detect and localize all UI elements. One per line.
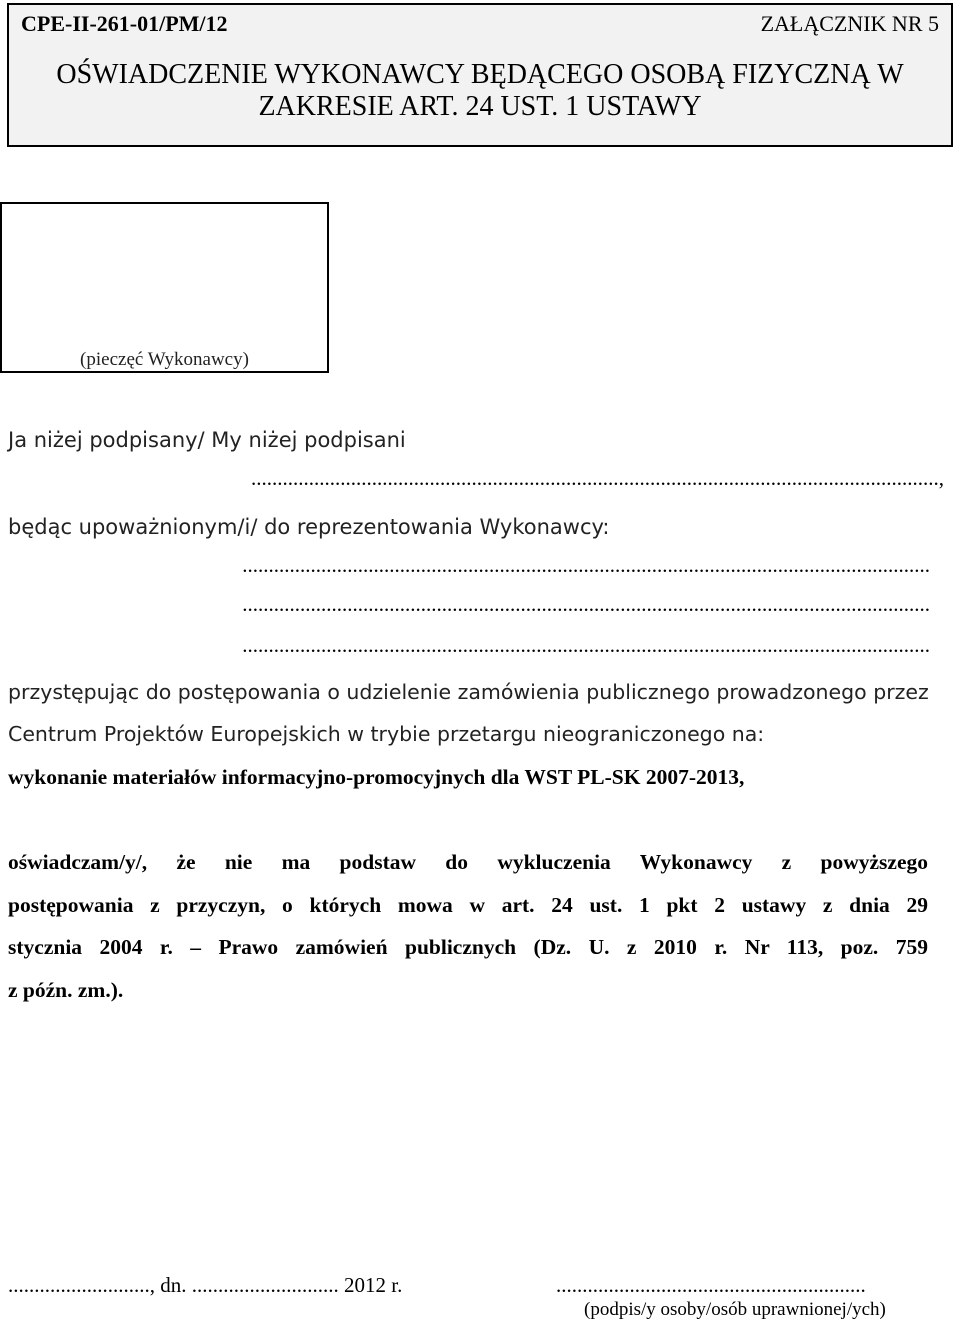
place-date-field: ..........................., dn. ............................ 2012 r. — [8, 1273, 403, 1297]
title-line-1: OŚWIADCZENIE WYKONAWCY BĘDĄCEGO OSOBĄ FIZYCZNĄ W — [56, 59, 904, 90]
document-title — [9, 59, 951, 123]
document-code: CPE-II-261-01/PM/12 — [21, 11, 228, 36]
header-box — [7, 3, 953, 147]
signature-label: (podpis/y osoby/osób uprawnionej/ych) — [584, 1299, 886, 1320]
signatory-name-field: ..................................................................................................................................., — [251, 466, 944, 490]
attachment-number: ZAŁĄCZNIK NR 5 — [760, 11, 939, 36]
declaration-line-1: oświadczam/y/, że nie ma podstaw do wykluczenia Wykonawcy z powyższego — [8, 850, 928, 874]
contractor-field-2: ................................................................................................................................... — [242, 592, 930, 616]
company-stamp-box — [0, 202, 329, 373]
contractor-field-3: ................................................................................................................................... — [242, 633, 930, 657]
authorization-line: będąc upoważnionym/i/ do reprezentowania Wykonawcy: — [8, 515, 610, 539]
signatory-line: Ja niżej podpisany/ My niżej podpisani — [8, 428, 406, 452]
procedure-line-1: przystępując do postępowania o udzielenie zamówienia publicznego prowadzonego przez — [8, 680, 929, 704]
procedure-line-2: Centrum Projektów Europejskich w trybie przetargu nieograniczonego na: — [8, 722, 765, 746]
stamp-label: (pieczęć Wykonawcy) — [80, 349, 249, 370]
title-line-2: ZAKRESIE ART. 24 UST. 1 USTAWY — [258, 91, 702, 122]
declaration-line-3: stycznia 2004 r. – Prawo zamówień publicznych (Dz. U. z 2010 r. Nr 113, poz. 759 — [8, 935, 928, 959]
declaration-line-2: postępowania z przyczyn, o których mowa w art. 24 ust. 1 pkt 2 ustawy z dnia 29 — [8, 893, 928, 917]
declaration-line-4: z późn. zm.). — [8, 978, 124, 1002]
contract-subject: wykonanie materiałów informacyjno-promocyjnych dla WST PL-SK 2007-2013, — [8, 765, 745, 789]
contractor-field-1: ................................................................................................................................... — [242, 553, 930, 577]
signature-field: ........................................................... — [556, 1273, 866, 1297]
